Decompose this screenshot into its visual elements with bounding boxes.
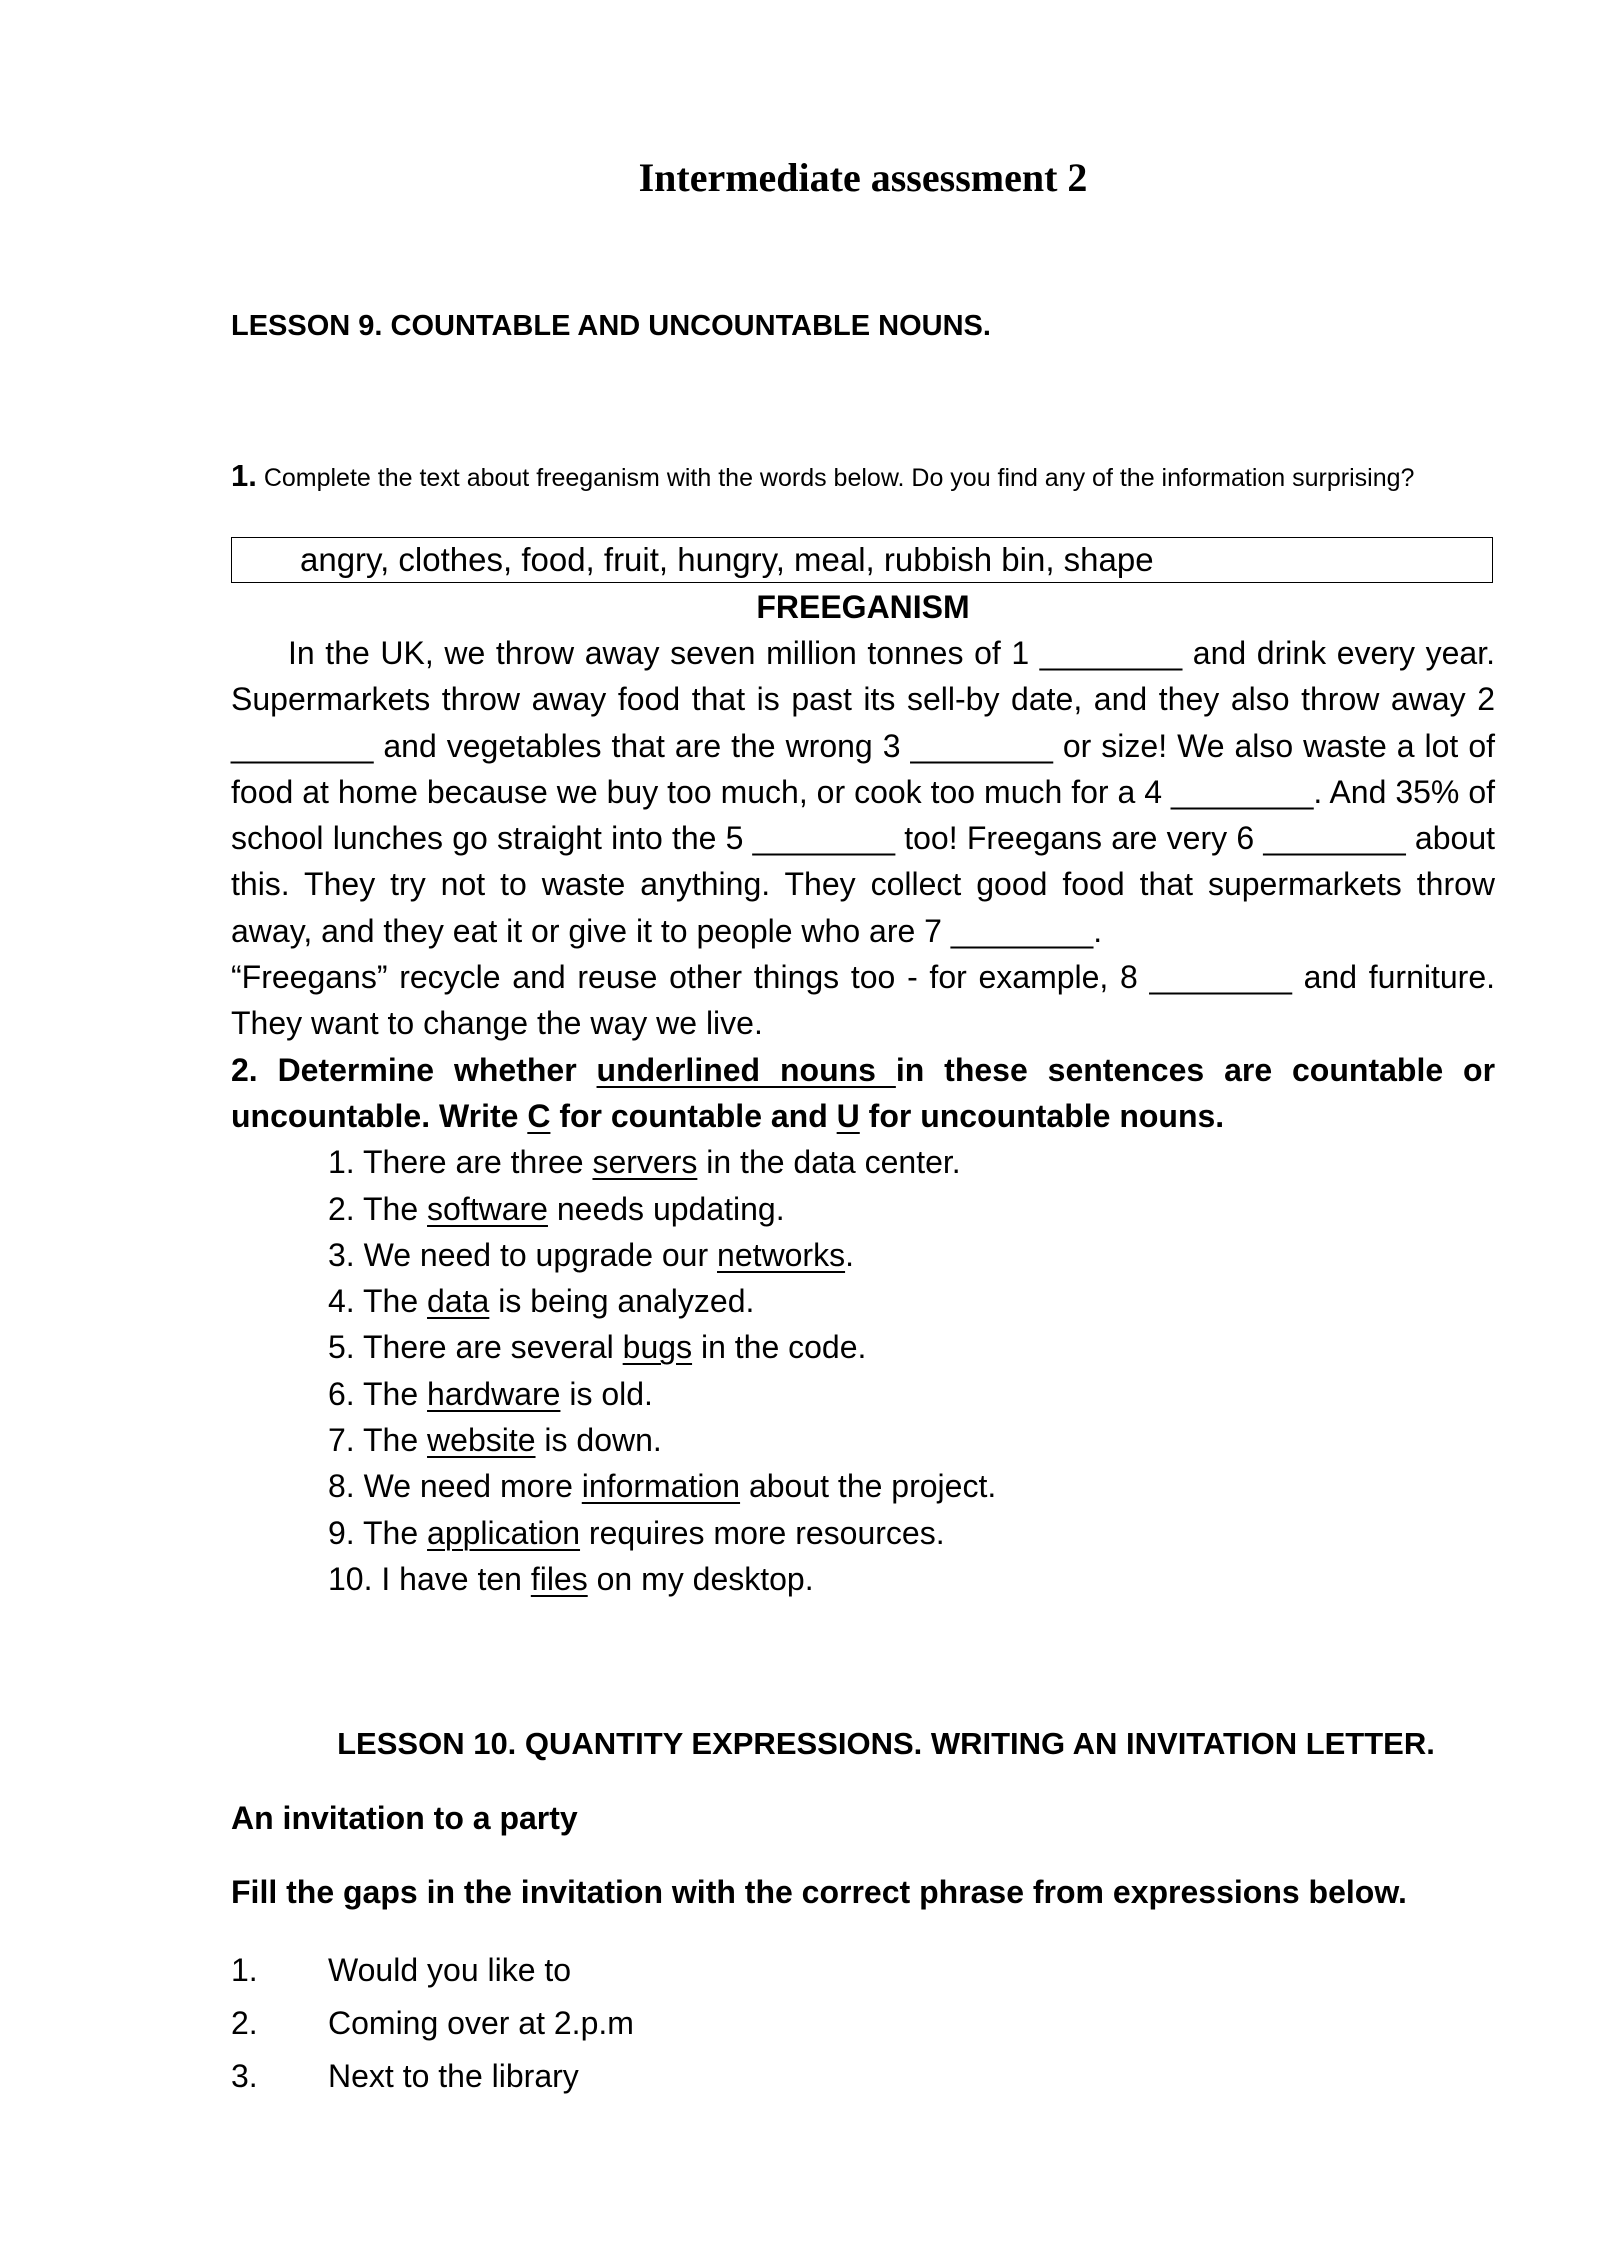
underlined-noun: servers (592, 1144, 698, 1181)
list-item: 1. Would you like to (231, 1952, 572, 1988)
document-title: Intermediate assessment 2 (638, 155, 1088, 200)
countable-letter: C (527, 1097, 551, 1134)
underlined-noun: networks (717, 1236, 846, 1273)
underlined-noun: hardware (427, 1375, 561, 1412)
task-1-instruction (231, 458, 1495, 496)
list-item: 2. Coming over at 2.p.m (231, 2005, 634, 2041)
task-2-instruction: 2. Determine whether underlined nouns in these sentences are countable or uncountable. Write C for countable and U for uncountable nouns. (231, 1051, 1496, 1134)
underlined-noun: information (581, 1468, 741, 1505)
lesson-9-heading: LESSON 9. COUNTABLE AND UNCOUNTABLE NOUNS. (231, 310, 991, 342)
invitation-subheading: An invitation to a party (231, 1800, 578, 1836)
invitation-instruction: Fill the gaps in the invitation with the correct phrase from expressions below. (231, 1874, 1407, 1910)
underlined-noun: website (427, 1422, 536, 1459)
underlined-nouns-phrase: underlined nouns (596, 1051, 896, 1088)
list-item: 8. We need more information about the project. (328, 1468, 997, 1505)
list-item: 6. The hardware is old. (328, 1375, 653, 1412)
freeganism-title: FREEGANISM (756, 589, 970, 625)
uncountable-letter: U (836, 1097, 860, 1134)
task-1-instruction-text: Complete the text about freeganism with the words below. Do you find any of the information surprising? (263, 464, 1415, 492)
list-item: 4. The data is being analyzed. (328, 1283, 755, 1320)
list-item: 10. I have ten files on my desktop. (328, 1560, 814, 1597)
list-item: 5. There are several bugs in the code. (328, 1329, 867, 1366)
lesson-10-heading: LESSON 10. QUANTITY EXPRESSIONS. WRITING AN INVITATION LETTER. (337, 1726, 1435, 1761)
list-item: 1. There are three servers in the data center. (328, 1144, 961, 1181)
phrase-list (231, 1944, 634, 2103)
underlined-noun: files (530, 1560, 588, 1597)
freeganism-paragraph-1: In the UK, we throw away seven million tonnes of 1 ________ and drink every year. Supermarkets throw away food that is past its sell-by date, and they also throw away 2 ________ and vegetables that are the wrong 3 ________ or size! We also waste a lot of food at home because we buy too much, or cook too much for a 4 ________. And 35% of school lunches go straight into the 5 ________ too! Freegans are very 6 ________ about this. They try not to waste anything. They collect good food that supermarkets throw away, and they eat it or give it to people who are 7 ________. (231, 635, 1495, 949)
word-box: angry, clothes, food, fruit, hungry, meal, rubbish bin, shape (231, 537, 1493, 583)
list-item: 7. The website is down. (328, 1422, 662, 1459)
underlined-noun: data (427, 1283, 490, 1320)
list-item: 2. The software needs updating. (328, 1190, 785, 1227)
list-item: 9. The application requires more resources. (328, 1514, 945, 1551)
freeganism-paragraph-2: “Freegans” recycle and reuse other things too - for example, 8 ________ and furniture. They want to change the way we live. (231, 959, 1495, 1042)
underlined-noun: application (427, 1514, 581, 1551)
list-item: 3. Next to the library (231, 2058, 579, 2094)
freeganism-text (231, 630, 1495, 1602)
list-item: 3. We need to upgrade our networks. (328, 1236, 854, 1273)
task-1-number: 1. (231, 458, 257, 493)
underlined-noun: software (427, 1190, 548, 1227)
underlined-noun: bugs (622, 1329, 693, 1366)
sentence-list (231, 1139, 1495, 1602)
